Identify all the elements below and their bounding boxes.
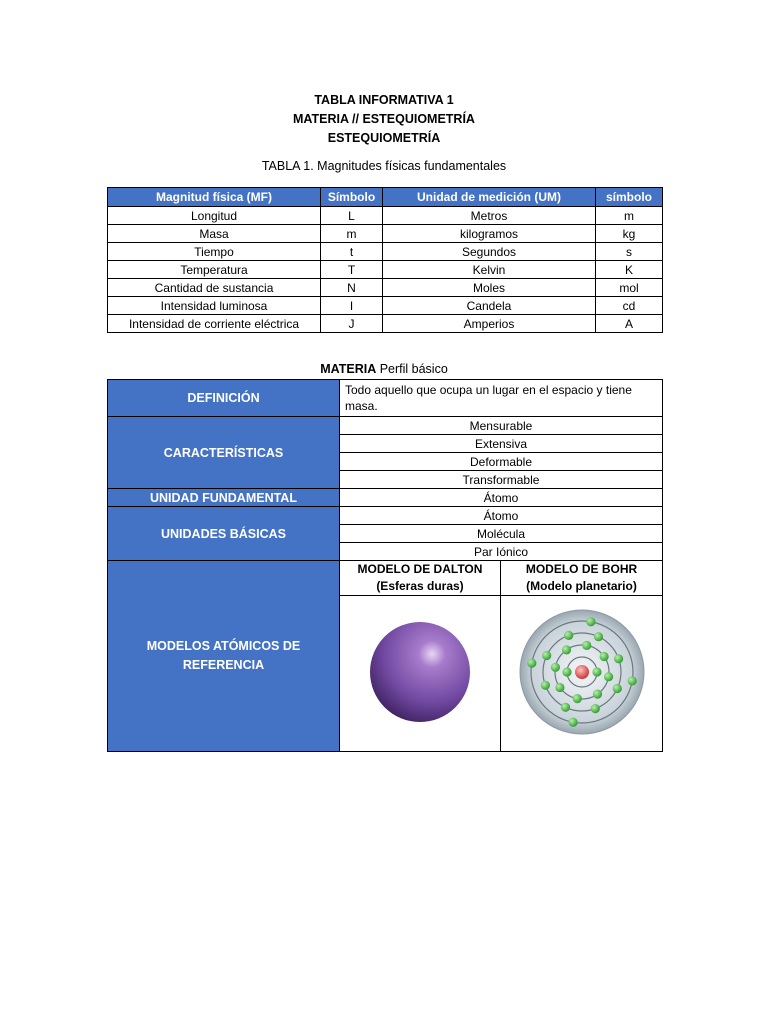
cell-unidad: Moles <box>383 279 596 297</box>
electron-icon <box>527 659 536 668</box>
cell-magnitud: Tiempo <box>108 243 321 261</box>
cell-simbolo-um: A <box>596 315 663 333</box>
cell-simbolo: T <box>321 261 383 279</box>
label-caracteristicas: CARACTERÍSTICAS <box>108 417 340 489</box>
unidad-basica-item: Molécula <box>340 525 663 543</box>
unidad-basica-item: Par Iónico <box>340 543 663 561</box>
cell-unidad: Amperios <box>383 315 596 333</box>
label-modelos-atomicos: MODELOS ATÓMICOS DE REFERENCIA <box>108 561 340 752</box>
electron-icon <box>572 694 581 703</box>
cell-simbolo-um: K <box>596 261 663 279</box>
table1-row <box>108 225 663 243</box>
cell-simbolo: L <box>321 207 383 225</box>
fundamental-magnitudes-table <box>107 187 663 333</box>
cell-unidad: Kelvin <box>383 261 596 279</box>
bohr-title: MODELO DE BOHR <box>525 562 638 576</box>
cell-magnitud: Cantidad de sustancia <box>108 279 321 297</box>
cell-magnitud: Intensidad de corriente eléctrica <box>108 315 321 333</box>
cell-simbolo: I <box>321 297 383 315</box>
electron-icon <box>555 683 564 692</box>
cell-simbolo: t <box>321 243 383 261</box>
table2-title-bold: MATERIA <box>320 362 377 376</box>
cell-magnitud: Temperatura <box>108 261 321 279</box>
label-definicion: DEFINICIÓN <box>108 380 340 417</box>
electron-icon <box>582 641 591 650</box>
cell-simbolo-um: cd <box>596 297 663 315</box>
dalton-title: MODELO DE DALTON <box>357 562 483 576</box>
electron-icon <box>586 617 595 626</box>
cell-simbolo-um: m <box>596 207 663 225</box>
col-header-simbolo: Símbolo <box>321 188 383 207</box>
table1-header-row <box>108 188 663 207</box>
caracteristica-item: Deformable <box>340 453 663 471</box>
cell-simbolo: N <box>321 279 383 297</box>
electron-icon <box>599 652 608 661</box>
electron-icon <box>592 667 601 676</box>
cell-unidad: kilogramos <box>383 225 596 243</box>
cell-simbolo: m <box>321 225 383 243</box>
electron-icon <box>542 651 551 660</box>
table2-title <box>0 362 768 376</box>
bohr-image-cell <box>501 596 663 752</box>
table1-row <box>108 297 663 315</box>
col-header-magnitud: Magnitud física (MF) <box>108 188 321 207</box>
electron-icon <box>614 654 623 663</box>
caracteristica-item: Mensurable <box>340 417 663 435</box>
cell-simbolo: J <box>321 315 383 333</box>
col-header-unidad: Unidad de medición (UM) <box>383 188 596 207</box>
cell-simbolo-um: s <box>596 243 663 261</box>
doc-title-line-2: MATERIA // ESTEQUIOMETRÍA <box>293 112 475 126</box>
cell-simbolo-um: kg <box>596 225 663 243</box>
caracteristica-item: Transformable <box>340 471 663 489</box>
dalton-header <box>340 561 501 596</box>
table1-row <box>108 243 663 261</box>
electron-icon <box>564 631 573 640</box>
electron-icon <box>612 684 621 693</box>
bohr-header <box>501 561 663 596</box>
dalton-sphere-icon <box>365 617 475 727</box>
electron-icon <box>627 676 636 685</box>
table1-row <box>108 315 663 333</box>
dalton-subtitle: (Esferas duras) <box>376 579 464 593</box>
electron-icon <box>561 645 570 654</box>
cell-unidad: Candela <box>383 297 596 315</box>
cell-simbolo-um: mol <box>596 279 663 297</box>
bohr-atom-icon <box>512 602 652 742</box>
table1-row <box>108 207 663 225</box>
electron-icon <box>562 667 571 676</box>
table2-title-rest: Perfil básico <box>376 362 448 376</box>
electron-icon <box>604 672 613 681</box>
table1-caption: TABLA 1. Magnitudes físicas fundamentales <box>261 159 507 173</box>
materia-profile-table <box>107 379 663 752</box>
label-unidad-fundamental: UNIDAD FUNDAMENTAL <box>108 489 340 507</box>
electron-icon <box>550 663 559 672</box>
electron-icon <box>540 681 549 690</box>
cell-magnitud: Longitud <box>108 207 321 225</box>
table1-row <box>108 261 663 279</box>
cell-unidad: Segundos <box>383 243 596 261</box>
unidad-basica-item: Átomo <box>340 507 663 525</box>
col-header-simbolo-um: símbolo <box>596 188 663 207</box>
electron-icon <box>568 718 577 727</box>
table1-row <box>108 279 663 297</box>
caracteristica-item: Extensiva <box>340 435 663 453</box>
electron-icon <box>590 704 599 713</box>
cell-magnitud: Masa <box>108 225 321 243</box>
label-unidades-basicas: UNIDADES BÁSICAS <box>108 507 340 561</box>
electron-icon <box>593 632 602 641</box>
bohr-subtitle: (Modelo planetario) <box>526 579 637 593</box>
electron-icon <box>560 703 569 712</box>
doc-title-line-3: ESTEQUIOMETRÍA <box>327 131 441 145</box>
doc-title-line-1: TABLA INFORMATIVA 1 <box>314 93 454 107</box>
value-unidad-fundamental: Átomo <box>340 489 663 507</box>
cell-unidad: Metros <box>383 207 596 225</box>
electron-icon <box>592 690 601 699</box>
dalton-image-cell <box>340 596 501 752</box>
value-definicion: Todo aquello que ocupa un lugar en el espacio y tiene masa. <box>340 380 663 417</box>
cell-magnitud: Intensidad luminosa <box>108 297 321 315</box>
